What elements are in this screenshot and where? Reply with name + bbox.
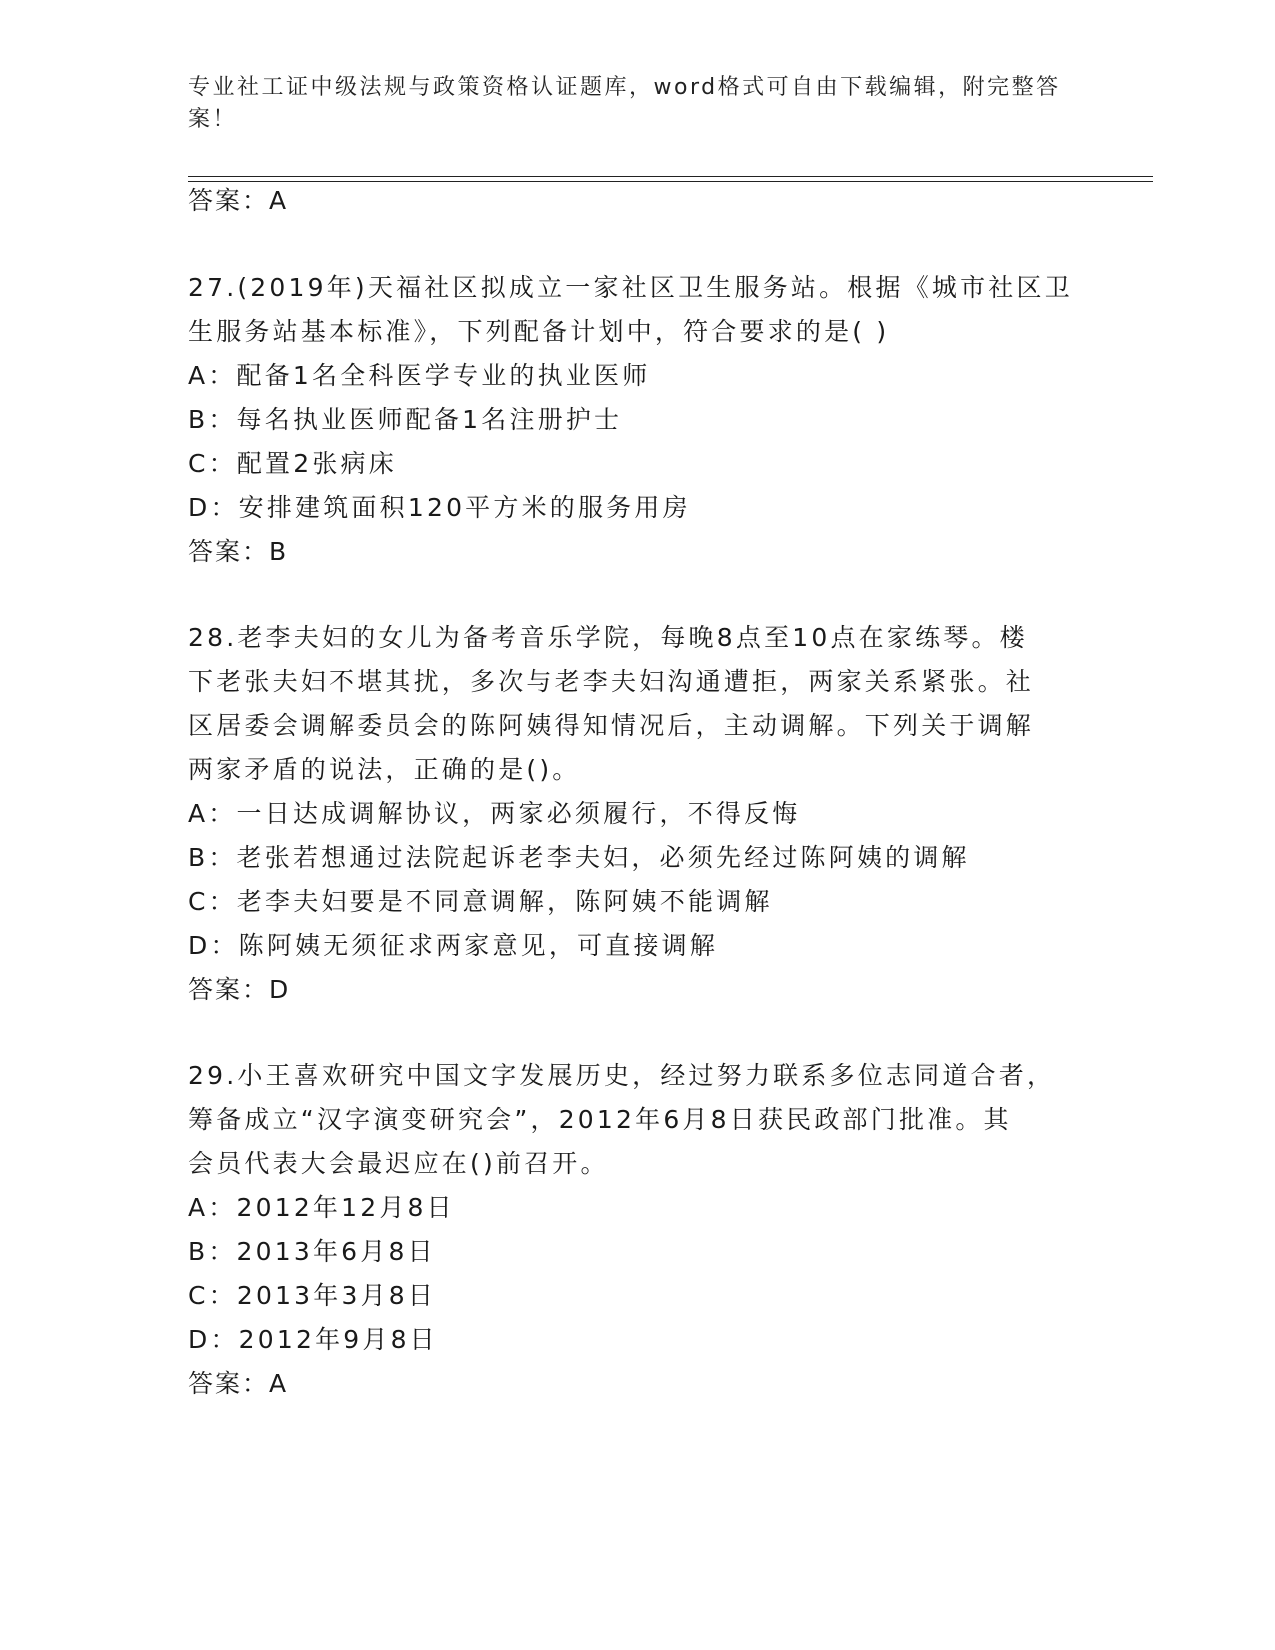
q29-option-a: A：2012年12月8日 (188, 1193, 455, 1222)
q29-option-c: C：2013年3月8日 (188, 1281, 437, 1310)
q29-option-b: B：2013年6月8日 (188, 1237, 436, 1266)
q28-option-d: D：陈阿姨无须征求两家意见，可直接调解 (188, 931, 719, 960)
q27-stem-line-1: 27.(2019年)天福社区拟成立一家社区卫生服务站。根据《城市社区卫 (188, 273, 1073, 302)
q29-answer: 答案：A (188, 1369, 289, 1398)
q28-stem-line-1: 28.老李夫妇的女儿为备考音乐学院，每晚8点至10点在家练琴。楼 (188, 623, 1028, 652)
q28-answer: 答案：D (188, 975, 291, 1004)
q27-option-a: A：配备1名全科医学专业的执业医师 (188, 361, 651, 390)
document-header (188, 72, 1068, 136)
q28-stem-line-4: 两家矛盾的说法，正确的是()。 (188, 755, 581, 784)
q28-option-c: C：老李夫妇要是不同意调解，陈阿姨不能调解 (188, 887, 773, 916)
q29-stem-line-2: 筹备成立“汉字演变研究会”，2012年6月8日获民政部门批准。其 (188, 1105, 1012, 1134)
q29-stem-line-1: 29.小王喜欢研究中国文字发展历史，经过努力联系多位志同道合者， (188, 1061, 1056, 1090)
q28-option-a: A：一日达成调解协议，两家必须履行，不得反悔 (188, 799, 801, 828)
q27-option-b: B：每名执业医师配备1名注册护士 (188, 405, 623, 434)
header-text: 专业社工证中级法规与政策资格认证题库，word格式可自由下载编辑，附完整答案！ (188, 75, 1061, 132)
previous-answer: 答案：A (188, 186, 289, 215)
q28-option-b: B：老张若想通过法院起诉老李夫妇，必须先经过陈阿姨的调解 (188, 843, 970, 872)
header-rule-bottom (188, 181, 1153, 182)
q27-answer: 答案：B (188, 537, 289, 566)
q28-stem-line-3: 区居委会调解委员会的陈阿姨得知情况后，主动调解。下列关于调解 (188, 711, 1035, 740)
q27-option-d: D：安排建筑面积120平方米的服务用房 (188, 493, 691, 522)
header-rule-top (188, 176, 1153, 177)
q28-stem-line-2: 下老张夫妇不堪其扰，多次与老李夫妇沟通遭拒，两家关系紧张。社 (188, 667, 1035, 696)
q29-option-d: D：2012年9月8日 (188, 1325, 438, 1354)
q29-stem-line-3: 会员代表大会最迟应在()前召开。 (188, 1149, 609, 1178)
q27-option-c: C：配置2张病床 (188, 449, 397, 478)
q27-stem-line-2: 生服务站基本标准》，下列配备计划中，符合要求的是( ) (188, 317, 890, 346)
